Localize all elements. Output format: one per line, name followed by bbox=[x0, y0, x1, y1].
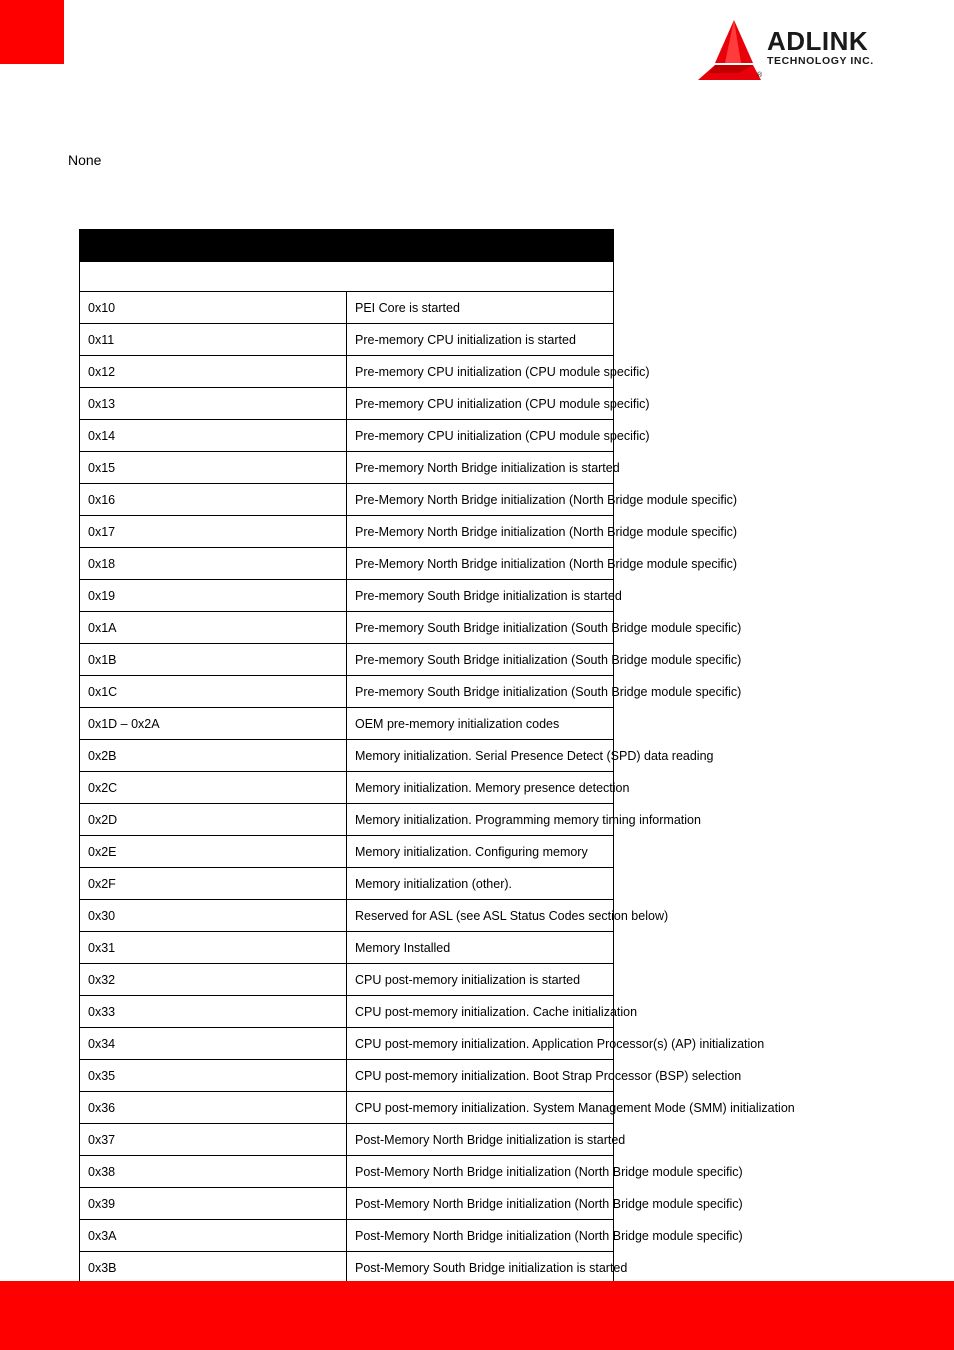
table-row bbox=[80, 420, 614, 452]
description-cell: Pre-memory South Bridge initialization is started bbox=[347, 580, 614, 612]
table-row bbox=[80, 516, 614, 548]
table-row bbox=[80, 292, 614, 324]
status-code-cell: 0x2E bbox=[80, 836, 347, 868]
status-code-cell: 0x1C bbox=[80, 676, 347, 708]
status-code-cell: 0x15 bbox=[80, 452, 347, 484]
description-cell: Pre-memory South Bridge initialization (South Bridge module specific) bbox=[347, 676, 614, 708]
status-code-cell: 0x3A bbox=[80, 1220, 347, 1252]
description-cell: Pre-memory CPU initialization is started bbox=[347, 324, 614, 356]
status-code-cell: 0x39 bbox=[80, 1188, 347, 1220]
table-row bbox=[80, 900, 614, 932]
status-code-cell: 0x10 bbox=[80, 292, 347, 324]
description-cell: Pre-memory CPU initialization (CPU module specific) bbox=[347, 388, 614, 420]
status-code-cell: 0x34 bbox=[80, 1028, 347, 1060]
description-cell: Post-Memory North Bridge initialization (North Bridge module specific) bbox=[347, 1156, 614, 1188]
description-cell: Pre-Memory North Bridge initialization (North Bridge module specific) bbox=[347, 548, 614, 580]
description-cell: CPU post-memory initialization. System Management Mode (SMM) initialization bbox=[347, 1092, 614, 1124]
status-code-cell: 0x18 bbox=[80, 548, 347, 580]
table-row bbox=[80, 932, 614, 964]
table-row bbox=[80, 548, 614, 580]
description-cell: Pre-memory South Bridge initialization (South Bridge module specific) bbox=[347, 644, 614, 676]
table-row bbox=[80, 804, 614, 836]
table-row bbox=[80, 356, 614, 388]
logo-registered-mark: ® bbox=[757, 72, 763, 79]
description-cell: Pre-memory North Bridge initialization is started bbox=[347, 452, 614, 484]
status-code-cell: 0x1B bbox=[80, 644, 347, 676]
description-cell: Memory Installed bbox=[347, 932, 614, 964]
table-row bbox=[80, 644, 614, 676]
table-row bbox=[80, 1060, 614, 1092]
description-cell: Memory initialization (other). bbox=[347, 868, 614, 900]
adlink-triangle-icon bbox=[695, 18, 761, 84]
table-header bbox=[80, 230, 614, 262]
status-code-table bbox=[79, 229, 795, 1284]
table-row bbox=[80, 868, 614, 900]
status-code-cell: 0x35 bbox=[80, 1060, 347, 1092]
table-row bbox=[80, 1188, 614, 1220]
logo-tagline: TECHNOLOGY INC. bbox=[767, 55, 874, 67]
status-code-cell: 0x33 bbox=[80, 996, 347, 1028]
table-subheader bbox=[80, 262, 614, 292]
status-code-cell: 0x1D – 0x2A bbox=[80, 708, 347, 740]
description-cell: Pre-memory CPU initialization (CPU module specific) bbox=[347, 420, 614, 452]
status-code-cell: 0x12 bbox=[80, 356, 347, 388]
description-cell: CPU post-memory initialization. Application Processor(s) (AP) initialization bbox=[347, 1028, 614, 1060]
status-code-cell: 0x17 bbox=[80, 516, 347, 548]
status-code-cell: 0x2B bbox=[80, 740, 347, 772]
table-row bbox=[80, 324, 614, 356]
table-header-row bbox=[80, 230, 614, 262]
status-code-cell: 0x37 bbox=[80, 1124, 347, 1156]
footer-band bbox=[0, 1281, 954, 1350]
description-cell: PEI Core is started bbox=[347, 292, 614, 324]
table-row bbox=[80, 484, 614, 516]
table-row bbox=[80, 964, 614, 996]
table-row bbox=[80, 580, 614, 612]
description-cell: Memory initialization. Programming memory timing information bbox=[347, 804, 614, 836]
status-code-cell: 0x13 bbox=[80, 388, 347, 420]
table-row bbox=[80, 836, 614, 868]
table-row bbox=[80, 772, 614, 804]
description-cell: Reserved for ASL (see ASL Status Codes section below) bbox=[347, 900, 614, 932]
table-row bbox=[80, 1220, 614, 1252]
corner-tab bbox=[0, 0, 64, 64]
description-cell: Memory initialization. Serial Presence Detect (SPD) data reading bbox=[347, 740, 614, 772]
description-cell: CPU post-memory initialization. Boot Strap Processor (BSP) selection bbox=[347, 1060, 614, 1092]
status-code-cell: 0x2C bbox=[80, 772, 347, 804]
intro-text: None bbox=[68, 152, 102, 168]
table-row bbox=[80, 708, 614, 740]
description-cell: Memory initialization. Configuring memory bbox=[347, 836, 614, 868]
status-code-cell: 0x3B bbox=[80, 1252, 347, 1284]
description-cell: Post-Memory North Bridge initialization (North Bridge module specific) bbox=[347, 1220, 614, 1252]
table-row bbox=[80, 388, 614, 420]
status-code-cell: 0x31 bbox=[80, 932, 347, 964]
status-code-cell: 0x32 bbox=[80, 964, 347, 996]
status-code-cell: 0x11 bbox=[80, 324, 347, 356]
table-row bbox=[80, 1124, 614, 1156]
table-row bbox=[80, 996, 614, 1028]
table-row bbox=[80, 1156, 614, 1188]
adlink-logo bbox=[695, 18, 910, 84]
description-cell: CPU post-memory initialization. Cache initialization bbox=[347, 996, 614, 1028]
table-row bbox=[80, 452, 614, 484]
status-code-cell: 0x14 bbox=[80, 420, 347, 452]
table-row bbox=[80, 740, 614, 772]
status-code-cell: 0x38 bbox=[80, 1156, 347, 1188]
status-code-cell: 0x19 bbox=[80, 580, 347, 612]
table-row bbox=[80, 676, 614, 708]
description-cell: Pre-memory CPU initialization (CPU module specific) bbox=[347, 356, 614, 388]
table-row bbox=[80, 1092, 614, 1124]
table-row bbox=[80, 1028, 614, 1060]
description-cell: Pre-Memory North Bridge initialization (North Bridge module specific) bbox=[347, 484, 614, 516]
table-subheader-row bbox=[80, 262, 614, 292]
status-code-cell: 0x1A bbox=[80, 612, 347, 644]
description-cell: Post-Memory South Bridge initialization is started bbox=[347, 1252, 614, 1284]
description-cell: Post-Memory North Bridge initialization (North Bridge module specific) bbox=[347, 1188, 614, 1220]
status-code-cell: 0x30 bbox=[80, 900, 347, 932]
status-code-cell: 0x2F bbox=[80, 868, 347, 900]
description-cell: OEM pre-memory initialization codes bbox=[347, 708, 614, 740]
table-row bbox=[80, 1252, 614, 1284]
description-cell: Memory initialization. Memory presence detection bbox=[347, 772, 614, 804]
status-code-cell: 0x2D bbox=[80, 804, 347, 836]
table-row bbox=[80, 612, 614, 644]
status-code-cell: 0x36 bbox=[80, 1092, 347, 1124]
description-cell: Pre-memory South Bridge initialization (South Bridge module specific) bbox=[347, 612, 614, 644]
status-code-cell: 0x16 bbox=[80, 484, 347, 516]
description-cell: Pre-Memory North Bridge initialization (North Bridge module specific) bbox=[347, 516, 614, 548]
description-cell: CPU post-memory initialization is started bbox=[347, 964, 614, 996]
logo-wordmark: ADLINK bbox=[767, 26, 869, 56]
description-cell: Post-Memory North Bridge initialization is started bbox=[347, 1124, 614, 1156]
